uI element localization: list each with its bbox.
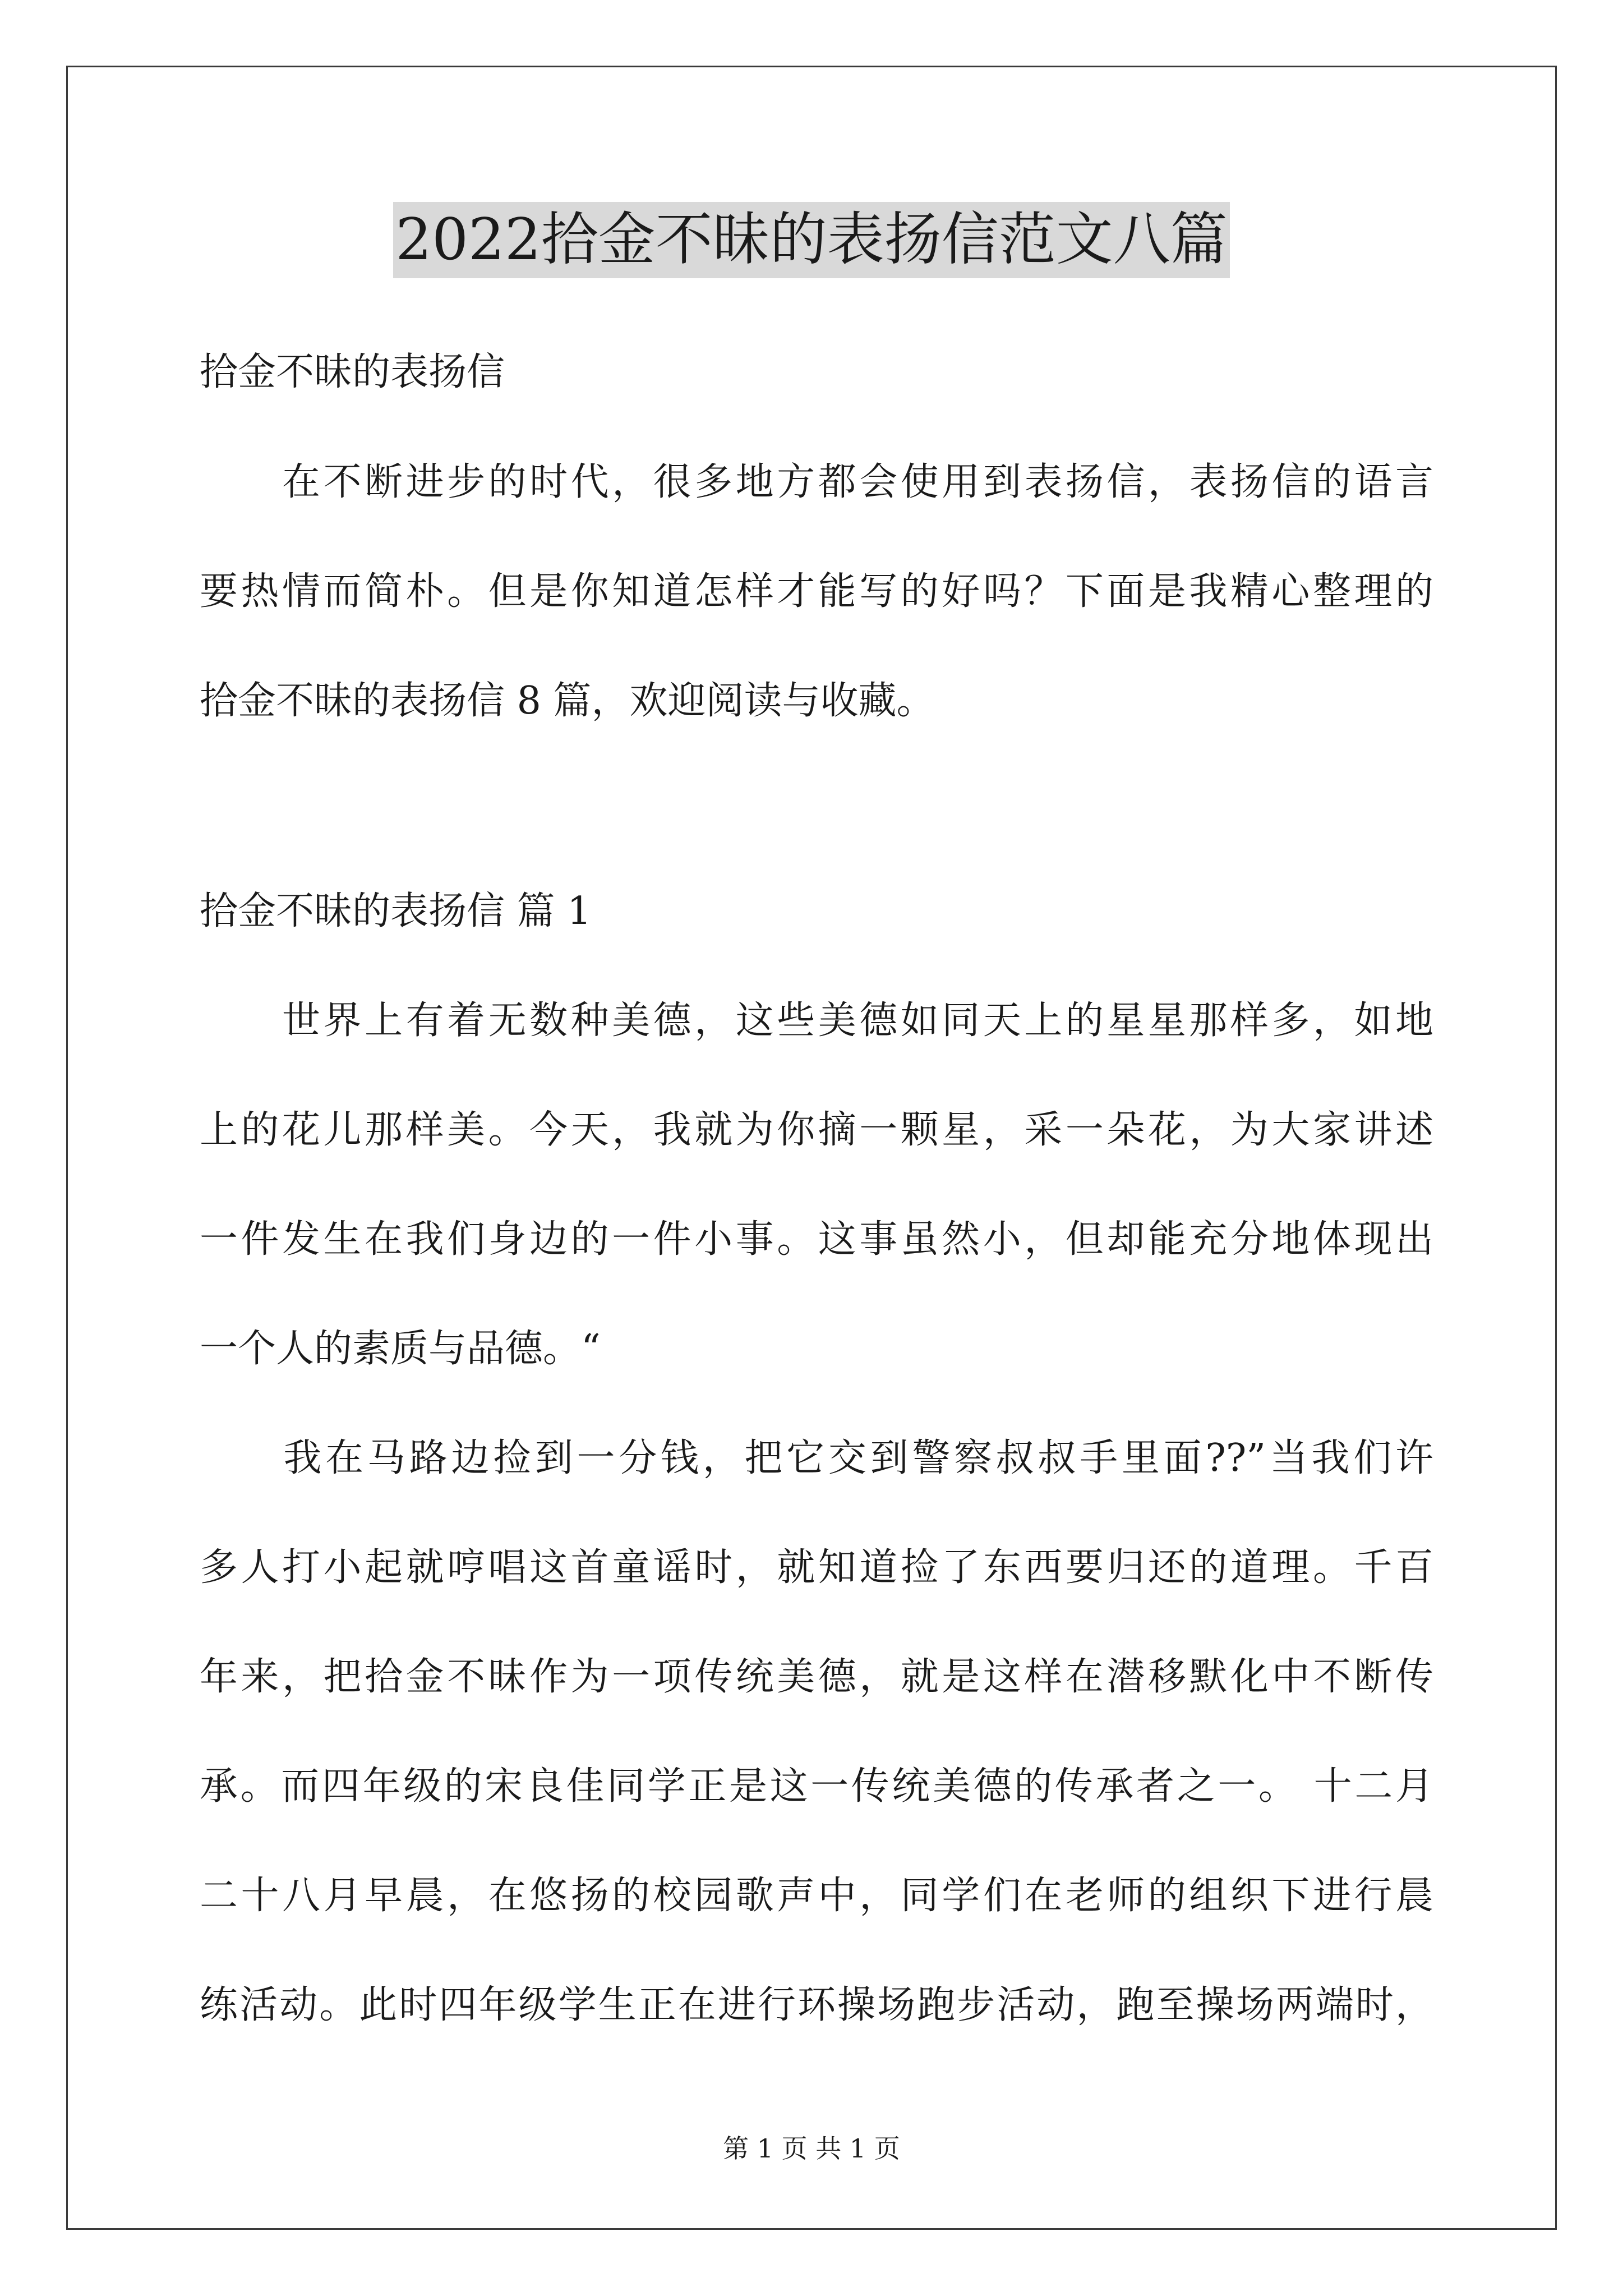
- paragraph-line: 我在马路边捡到一分钱，把它交到警察叔叔手里面??”当我们许: [200, 1436, 1433, 1480]
- section-heading-1: 拾金不昧的表扬信 篇 1: [200, 889, 592, 933]
- page-footer: 第 1 页 共 1 页: [723, 2133, 900, 2164]
- paragraph-line: 在不断进步的时代，很多地方都会使用到表扬信，表扬信的语言: [200, 460, 1433, 504]
- paragraph-line: 要热情而简朴。但是你知道怎样才能写的好吗？下面是我精心整理的: [200, 569, 1433, 614]
- paragraph-line: 上的花儿那样美。今天，我就为你摘一颗星，采一朵花，为大家讲述: [200, 1108, 1433, 1152]
- paragraph-line: 一个人的素质与品德。“: [200, 1327, 601, 1371]
- paragraph-line: 年来，把拾金不昧作为一项传统美德，就是这样在潜移默化中不断传: [200, 1655, 1433, 1699]
- paragraph-line: 多人打小起就哼唱这首童谣时，就知道捡了东西要归还的道理。千百: [200, 1545, 1433, 1590]
- section-heading-intro: 拾金不昧的表扬信: [200, 350, 505, 394]
- paragraph-line: 练活动。此时四年级学生正在进行环操场跑步活动，跑至操场两端时，: [200, 1983, 1433, 2027]
- paragraph-line: 承。而四年级的宋良佳同学正是这一传统美德的传承者之一。 十二月: [200, 1764, 1433, 1809]
- paragraph-line: 二十八月早晨，在悠扬的校园歌声中，同学们在老师的组织下进行晨: [200, 1874, 1433, 1918]
- paragraph-line: 拾金不昧的表扬信 8 篇，欢迎阅读与收藏。: [200, 679, 935, 723]
- paragraph-line: 世界上有着无数种美德，这些美德如同天上的星星那样多，如地: [200, 999, 1433, 1043]
- title-container: [0, 202, 1623, 278]
- paragraph-line: 一件发生在我们身边的一件小事。这事虽然小，但却能充分地体现出: [200, 1217, 1433, 1262]
- document-title: 2022拾金不昧的表扬信范文八篇: [393, 202, 1230, 278]
